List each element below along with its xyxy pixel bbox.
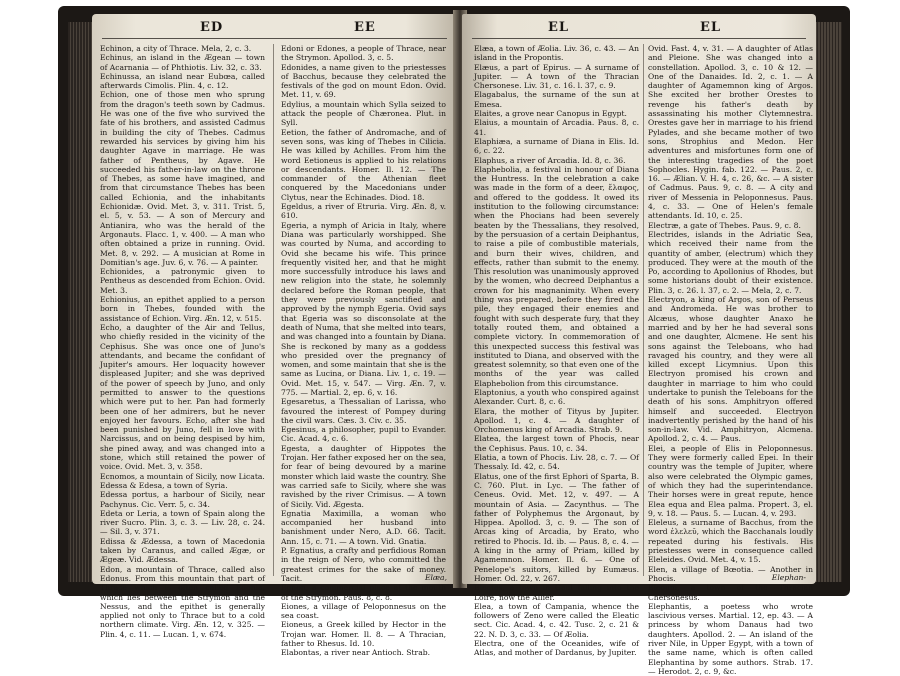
right-running-head-left: EL [548, 20, 570, 35]
right-page-stack [812, 22, 842, 582]
right-page-header [462, 18, 816, 40]
left-page-column-2: Edoni or Edones, a people of Thrace, near the Strymon. Apollod. 3, c. 5. Edonides, a name given to the priestesses of Bacchus, because they celebrated the festivals of the god on mount Edon. Ovid. Met. 11, v. 69. Edylius, a mountain which Sylla seized to attack the people of Chæronea. Plut. in Syll. Eetion, the father of Andromache, and of seven sons, was king of Thebes in Cilicia. He was killed by Achilles. From him the word Eetioneus is applied to his relations or descendants. Homer. Il. 12. — The commander of the Athenian fleet conquered by the Macedonians under Clytus, near the Echinades. Diod. 18. Egeldus, a river of Etruria. Virg. Æn. 8, v. 610. Egeria, a nymph of Aricia in Italy, where Diana was particularly worshipped. She was courted by Numa, and according to Ovid she became his wife. This prince frequently visited her, and that he might more successfully introduce his laws and new religion into the state, he solemnly declared before the Roman people, that they were previously sanctified and approved by the nymph Egeria. Ovid says that Egeria was so disconsolate at the death of Numa, that she melted into tears, and was changed into a fountain by Diana. She is reckoned by many as a goddess who presided over the pregnancy of women, and some maintain that she is the same as Lucina, or Diana. Liv. 1, c. 19. — Ovid. Met. 15, v. 547. — Virg. Æn. 7, v. 775. — Martial. 2, ep. 6, v. 16. Egesaretus, a Thessalian of Larissa, who favoured the interest of Pompey during the civil wars. Cæs. 3. Civ. c. 35. Egesinus, a philosopher, pupil to Evander. Cic. Acad. 4, c. 6. Egesta, a daughter of Hippotes the Trojan. Her father exposed her on the sea, for fear of being devoured by a marine monster which laid waste the country. She was carried safe to Sicily, where she was ravished by the river Crimisus. — A town of Sicily. Vid. Ægesta. Egnatia Maximilla, a woman who accompanied her husband into banishment under Nero, A.D. 66. Tacit. Ann. 15, c. 71. — A town. Vid. Gnatia. P. Egnatius, a crafty and perfidious Roman in the reign of Nero, who committed the greatest crimes for the sake of money. Tacit. Egnon, a commercial place at the mouth of the Strymon. Paus. 8, c. 8. Eiones, a village of Peloponnesus on the sea coast. Eioneus, a Greek killed by Hector in the Trojan war. Homer. Il. 8. — A Thracian, father to Rhesus. Id. 10. Elabontas, a river near Antioch. Strab. [281, 44, 446, 658]
left-page-header [92, 18, 457, 40]
right-header-rule [472, 38, 806, 39]
left-column-divider [273, 44, 274, 576]
right-page [462, 14, 816, 676]
left-header-rule [102, 38, 447, 39]
left-running-head-left: ED [200, 20, 224, 35]
left-running-head-right: EE [354, 20, 376, 35]
left-page [92, 14, 457, 658]
right-page-column-1: Elæa, a town of Æolia. Liv. 36, c. 43. — An island in the Propontis. Elæus, a part of Epirus. — A surname of Jupiter. — A town of the Thracian Chersonese. Liv. 31, c. 16. l. 37, c. 9. Elagabalus, the surname of the sun at Emesa. Elaites, a grove near Canopus in Egypt. Elaius, a mountain of Arcadia. Paus. 8, c. 41. Elaphiæa, a surname of Diana in Elis. Id. 6, c. 22. Elaphus, a river of Arcadia. Id. 8, c. 36. Elaphebolia, a festival in honour of Diana the Huntress. In the celebration a cake was made in the form of a deer, ἔλαφος, and offered to the goddess. It owed its institution to the following circumstance: when the Phocians had been severely beaten by the Thessalians, they resolved, by the persuasion of a certain Deiphantus, to raise a pile of combustible materials, and burn their wives, children, and effects, rather than submit to the enemy. This resolution was unanimously approved by the women, who decreed Deiphantus a crown for his magnanimity. When every thing was prepared, before they fired the pile, they engaged their enemies and fought with such desperate fury, that they totally routed them, and obtained a complete victory. In commemoration of this unexpected success this festival was instituted to Diana, and observed with the greatest solemnity, so that even one of the months of the year was called Elaphebolion from this circumstance. Elaptonius, a youth who conspired against Alexander. Curt. 8, c. 6. Elara, the mother of Tityus by Jupiter. Apollod. 1, c. 4. — A daughter of Orchomenus king of Arcadia. Strab. 9. Elatea, the largest town of Phocis, near the Cephisus. Paus. 10, c. 34. Elatia, a town of Phocis. Liv. 28, c. 7. — Of Thessaly. Id. 42, c. 54. Elatus, one of the first Ephori of Sparta, B. C. 760. Plut. in Lyc. — The father of Ceneus. Ovid. Met. 12, v. 497. — A mountain of Asia. — Zacynthus. — The father of Polyphemus the Argonaut, by Hippea. Apollod. 3, c. 9. — The son of Arcas king of Arcadia, by Erato, who retired to Phocis. Id. ib. — Paus. 8, c. 4. — A king in the army of Priam, killed by Agamemnon. Homer. Il. 6. — One of Penelope's suitors, killed by Eumæus. Homer. Od. 22, v. 267. Eleates, a town in Gaul falling into the Loire, now the Allier. Elea, a town of Campania, whence the followers of Zeno were called the Eleatic sect. Cic. Acad. 4, c. 42. Tusc. 2, c. 21 & 22. N. D. 3, c. 33. — Of Æolia. Electra, one of the Oceanides, wife of Atlas, and mother of Dardanus, by Jupiter. [474, 44, 639, 658]
right-running-head-right: EL [700, 20, 722, 35]
left-page-column-1: Echinon, a city of Thrace. Mela, 2, c. 3. Echinus, an island in the Ægean — town of Acarnania — of Phthiotis. Liv. 32, c. 33. Echinussa, an island near Eubœa, called afterwards Cimolis. Plin. 4, c. 12. Echion, one of those men who sprung from the dragon's teeth sown by Cadmus. He was one of the five who survived the fate of his brothers, and assisted Cadmus in building the city of Thebes. Cadmus rewarded his services by giving him his daughter Agave in marriage. He was father of Pentheus, by Agave. He succeeded his father-in-law on the throne of Thebes, as some have imagined, and from that circumstance Thebes has been called Echionia, and the inhabitants Echionidæ. Ovid. Met. 3, v. 311. Trist. 5, el. 5, v. 53. — A son of Mercury and Antianira, who was the herald of the Argonauts. Flacc. 1, v. 400. — A man who often obtained a prize in running. Ovid. Met. 8, v. 292. — A musician at Rome in Domitian's age. Juv. 6, v. 76. — A painter. Echionides, a patronymic given to Pentheus as descended from Echion. Ovid. Met. 3. Echionius, an epithet applied to a person born in Thebes, founded with the assistance of Echion. Virg. Æn. 12, v. 515. Echo, a daughter of the Air and Tellus, who chiefly resided in the vicinity of the Cephisus. She was once one of Juno's attendants, and became the confidant of Jupiter's amours. Her loquacity however displeased Jupiter; and she was deprived of the power of speech by Juno, and only permitted to answer to the questions which were put to her. Pan had formerly been one of her admirers, but he never enjoyed her favours. Echo, after she had been punished by Juno, fell in love with Narcissus, and on being despised by him, she pined away, and was changed into a stone, which still retained the power of voice. Ovid. Met. 3, v. 358. Ecnomos, a mountain of Sicily, now Licata. Edessa & Edesa, a town of Syria. Edessa portus, a harbour of Sicily, near Pachynus. Cic. Verr. 5, c. 34. Edeta or Leria, a town of Spain along the river Sucro. Plin. 3, c. 3. — Liv. 28, c. 24. — Sil. 3, v. 371. Edissa & Ædessa, a town of Macedonia taken by Caranus, and called Ægæ, or Ægeæ. Vid. Ædessa. Edon, a mountain of Thrace, called also Edonus. From this mountain that part of Thrace which is often called Edonia, which lies between the Strymon and the Nessus, and the epithet is generally applied not only to Thrace but to a cold northern climate. Virg. Æn. 12, v. 325. — Plin. 4, c. 11. — Lucan. 1, v. 674. [100, 44, 265, 639]
right-catchword: Elephan- [771, 573, 806, 582]
right-column-divider [643, 44, 644, 576]
left-catchword: Elæa, [424, 573, 447, 582]
right-page-column-2: Ovid. Fast. 4, v. 31. — A daughter of Atlas and Pleione. She was changed into a constellation. Apollod. 3, c. 10 & 12. — One of the Danaides. Id. 2, c. 1. — A daughter of Agamemnon king of Argos. She excited her brother Orestes to revenge his father's death by assassinating his mother Clytemnestra. Orestes gave her in marriage to his friend Pylades, and she became mother of two sons, Strophius and Medon. Her adventures and misfortunes form one of the interesting tragedies of the poet Sophocles. Hygin. fab. 122. — Paus. 2, c. 16. — Ælian. V. H. 4, c. 26, &c. — A sister of Cadmus. Paus. 9, c. 8. — A city and river of Messenia in Peloponnesus. Paus. 4, c. 33. — One of Helen's female attendants. Id. 10, c. 25. Electræ, a gate of Thebes. Paus. 9, c. 8. Electrides, islands in the Adriatic Sea, which received their name from the quantity of amber, (electrum) which they produced. They were at the mouth of the Po, according to Apollonius of Rhodes, but some historians doubt of their existence. Plin. 3, c. 26. l. 37, c. 2. — Mela, 2, c. 7. Electryon, a king of Argos, son of Perseus and Andromeda. He was brother to Alcæus, whose daughter Anaxo he married and by her he had several sons and one daughter, Alcmene. He sent his sons against the Teleboans, who had ravaged his country, and they were all killed except Licymnius. Upon this Electryon promised his crown and daughter in marriage to him who could undertake to punish the Teleboans for the death of his sons. Amphitryon offered himself and succeeded. Electryon inadvertently perished by the hand of his son-in-law. Vid. Amphitryon, Alcmena. Apollod. 2, c. 4. — Paus. Elei, a people of Elis in Peloponnesus. They were formerly called Epei. In their country was the temple of Jupiter, where also were celebrated the Olympic games, of which they had the superintendance. Their horses were in great repute, hence Elea equa and Elea palma. Propert. 3, el. 9, v. 18. — Paus. 5. — Lucan. 4, v. 293. Eleleus, a surname of Bacchus, from the word ἐλελεῦ, which the Bacchanals loudly repeated during his festivals. His priestesses were in consequence called Eleleides. Ovid. Met. 4, v. 15. Elen, a village of Bœotia. — Another in Phocis. Eleoum, a town of the Thracian Chersonesus. Elephantis, a poetess who wrote lascivious verses. Martial. 12, ep. 43. — A princess by whom Danaus had two daughters. Apollod. 2. — An island of the river Nile, in Upper Egypt, with a town of the same name, which is often called Elephantina by some authors. Strab. 17. — Herodot. 2, c. 9, &c. [648, 44, 813, 676]
